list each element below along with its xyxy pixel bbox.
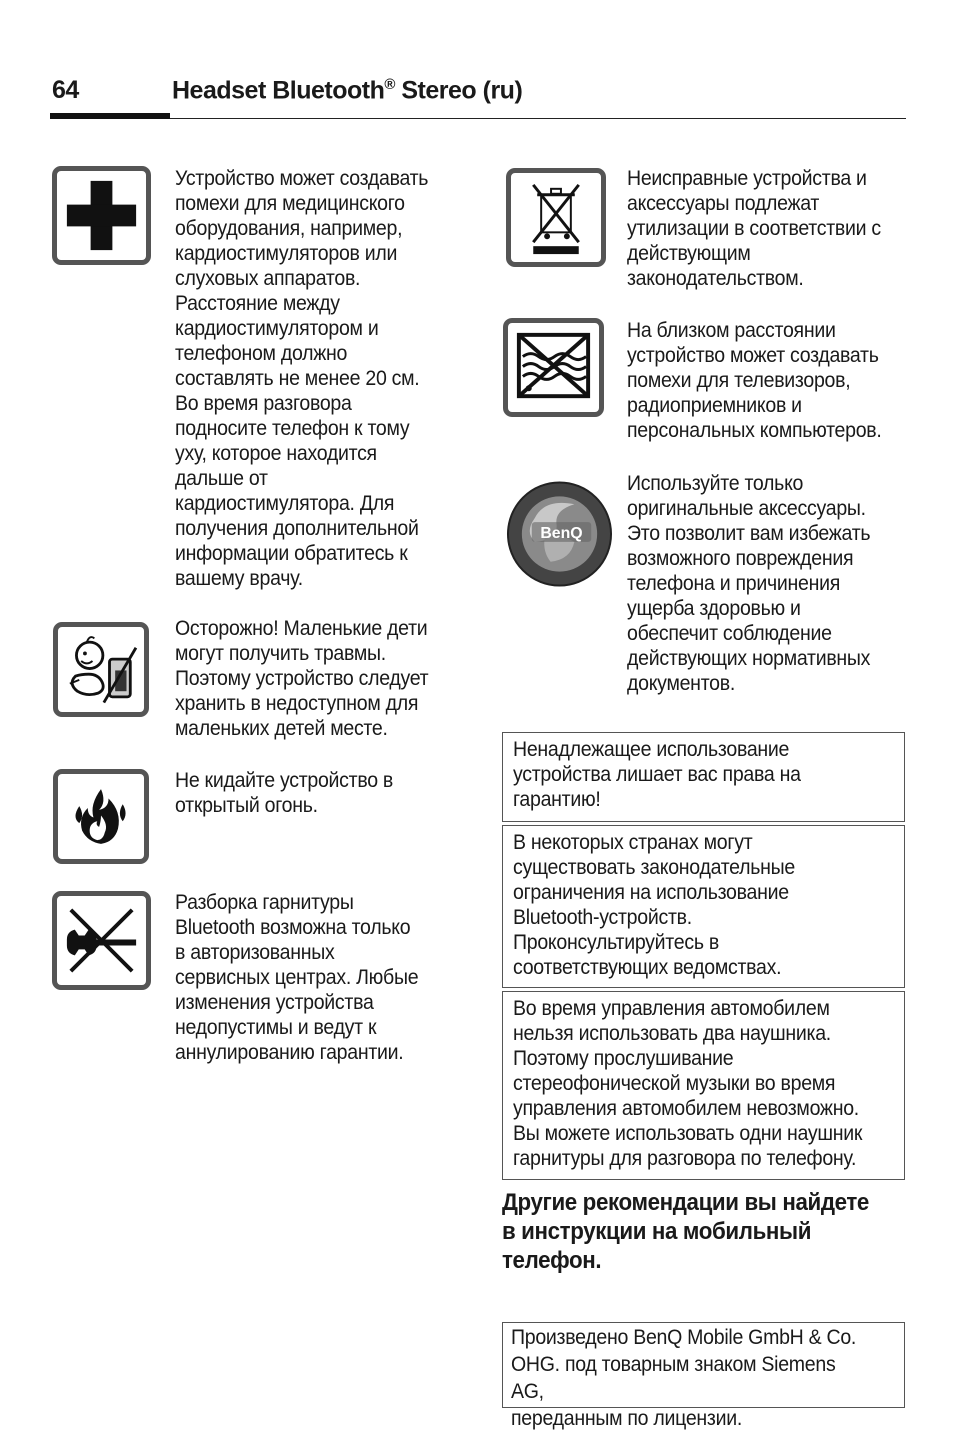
page-title <box>172 76 522 105</box>
seal-brand-text: BenQ <box>540 524 583 542</box>
title-main: Headset Bluetooth <box>172 76 385 105</box>
header-rule <box>52 118 906 119</box>
child-warning-icon <box>53 622 149 717</box>
crossed-bin-icon <box>506 168 606 267</box>
bluetooth-restrictions-notice <box>502 825 905 988</box>
closing-recommendation: Другие рекомендации вы найдете в инструкции на мобильный телефон. <box>502 1189 869 1274</box>
disassembly-warning-text: Разборка гарнитуры Bluetooth возможна только в авторизованных сервисных центрах. Любые изменения устройства недопустимы и ведут к аннулированию гарантии. <box>175 891 419 1064</box>
warranty-notice <box>502 732 905 822</box>
disposal-text: Неисправные устройства и аксессуары подлежат утилизации в соответствии с действующим законодательством. <box>627 167 881 290</box>
fire-icon <box>53 769 149 864</box>
title-suffix: Stereo (ru) <box>394 76 523 105</box>
original-accessories-text: Используйте только оригинальные аксессуары. Это позволит вам избежать возможного повреждения телефона и причинения ущерба здоровью и обеспечит соблюдение действующих нормативных документов. <box>627 472 871 695</box>
tv-interference-icon <box>503 318 604 417</box>
registered-mark: ® <box>384 76 395 93</box>
driving-notice <box>502 991 905 1180</box>
page-number: 64 <box>52 76 79 104</box>
child-warning-text: Осторожно! Маленькие дети могут получить травмы. Поэтому устройство следует хранить в недоступном для маленьких детей месте. <box>175 617 429 740</box>
no-tools-icon <box>52 891 151 990</box>
warranty-notice-text: Ненадлежащее использование устройства лишает вас права на гарантию! <box>513 738 801 811</box>
tv-interference-text: На близком расстоянии устройство может создавать помехи для телевизоров, радиоприемников и персональных компьютеров. <box>627 319 882 442</box>
bluetooth-restrictions-text: В некоторых странах могут существовать законодательные ограничения на использование Bluetooth-устройств. Проконсультируйтесь в соответствующих ведомствах. <box>513 831 795 979</box>
manufacturer-notice <box>502 1322 905 1430</box>
benq-seal-icon <box>505 478 614 590</box>
manufacturer-notice-text: Произведено BenQ Mobile GmbH & Co. OHG. под товарным знаком Siemens AG, переданным по лицензии. <box>511 1326 857 1430</box>
fire-warning-text: Не кидайте устройство в открытый огонь. <box>175 769 394 817</box>
medical-interference-text: Устройство может создавать помехи для медицинского оборудования, например, кардиостимуляторов или слуховых аппаратов. Расстояние между кардиостимулятором и телефоном должно составлять не менее 20 см. Во время разговора подносите телефон к тому уху, которое находится дальше от кардиостимулятора. Для получения дополнительной информации обратитесь к вашему врачу. <box>175 167 429 590</box>
driving-notice-text: Во время управления автомобилем нельзя использовать два наушника. Поэтому прослушивание стереофонической музыки во время управления автомобилем невозможно. Вы можете использовать одни наушник гарнитуры для разговора по телефону. <box>513 997 863 1170</box>
header-rule-accent <box>50 113 170 119</box>
medical-cross-icon <box>52 166 151 265</box>
